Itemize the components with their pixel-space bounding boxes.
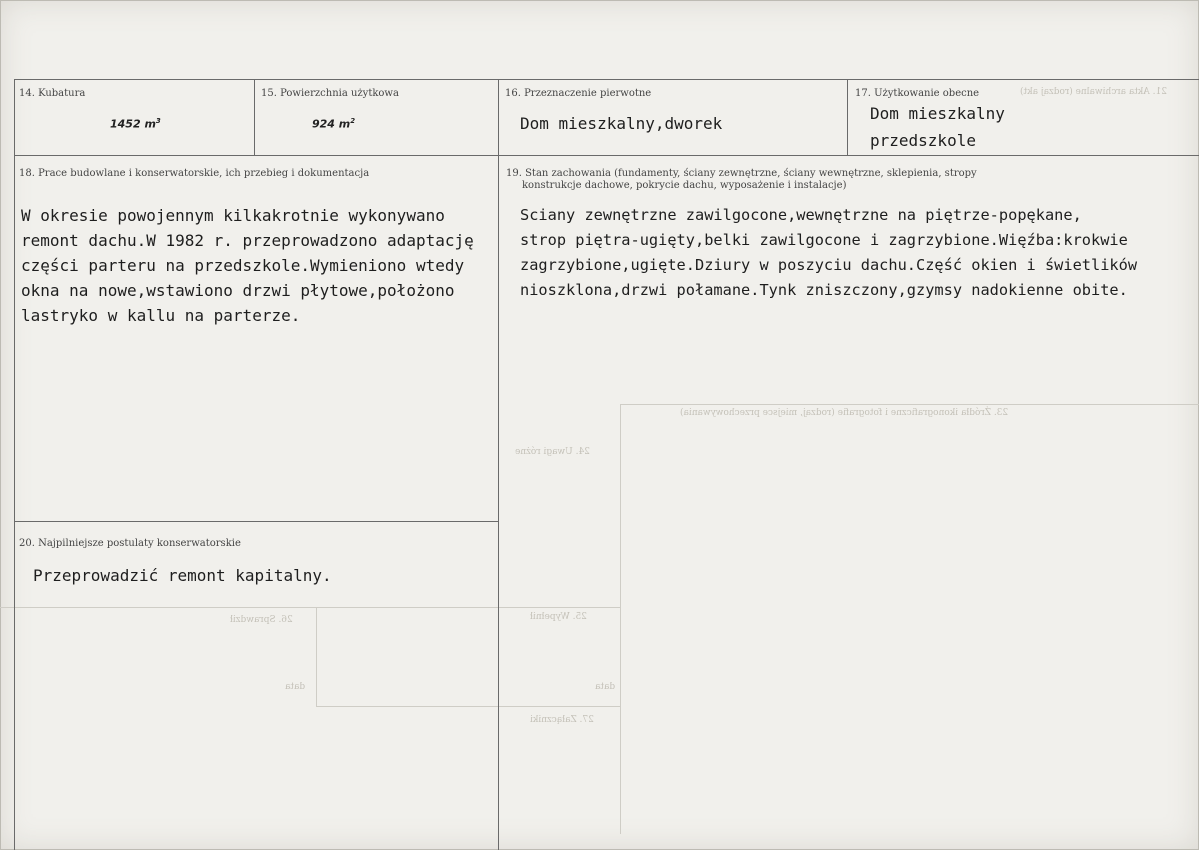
field-14-value: 1452 $m^3$	[110, 117, 161, 131]
field-20-value: Przeprowadzić remont kapitalny.	[33, 566, 332, 585]
col-divider	[847, 79, 848, 155]
col-divider	[254, 79, 255, 155]
field-18-label: 18. Prace budowlane i konserwatorskie, ich przebieg i dokumentacja	[19, 168, 370, 179]
field-19-line: Sciany zewnętrzne zawilgocone,wewnętrzne na piętrze-popękane,	[520, 206, 1082, 224]
showthrough-text: data	[285, 682, 306, 692]
showthrough-text: 25. Wypełnił	[530, 612, 587, 622]
field-19-label-line2: konstrukcje dachowe, pokrycie dachu, wyposażenie i instalacje)	[522, 180, 847, 191]
showthrough-text: 27. Załączniki	[530, 715, 594, 725]
field-16-value: Dom mieszkalny,dworek	[520, 114, 723, 133]
showthrough-text: 26. Sprawdził	[230, 615, 293, 625]
showthrough-text: 24. Uwagi różne	[515, 447, 590, 457]
field-15-label: 15. Powierzchnia użytkowa	[261, 88, 399, 99]
col-divider	[498, 79, 499, 850]
row-divider	[14, 155, 1199, 156]
field-18-line: części parteru na przedszkole.Wymieniono wtedy	[21, 256, 465, 275]
field-18-line: okna na nowe,wstawiono drzwi płytowe,położono	[21, 281, 455, 300]
top-rule	[14, 79, 1199, 80]
showthrough-line	[620, 404, 621, 834]
field-18-line: remont dachu.W 1982 r. przeprowadzono adaptację	[21, 231, 474, 250]
field-19-line: zagrzybione,ugięte.Dziury w poszyciu dachu.Część okien i świetlików	[520, 256, 1138, 274]
field-19-label-line1: 19. Stan zachowania (fundamenty, ściany zewnętrzne, ściany wewnętrzne, sklepienia, stropy	[506, 168, 977, 179]
field-20-label: 20. Najpilniejsze postulaty konserwatorskie	[19, 538, 241, 549]
left-rule	[14, 79, 15, 850]
showthrough-line	[316, 607, 317, 707]
field-19-line: strop piętra-ugięty,belki zawilgocone i zagrzybione.Więźba:krokwie	[520, 231, 1128, 249]
showthrough-text: 21. Akta archiwalne (rodzaj akt)	[1020, 87, 1167, 97]
row-divider-left	[14, 521, 498, 522]
field-19-line: nioszklona,drzwi połamane.Tynk zniszczony,gzymsy nadokienne obite.	[520, 281, 1128, 299]
field-16-label: 16. Przeznaczenie pierwotne	[505, 88, 652, 99]
field-14-label: 14. Kubatura	[19, 88, 86, 99]
field-17-label: 17. Użytkowanie obecne	[855, 88, 980, 99]
field-17-value-line1: Dom mieszkalny	[870, 104, 1005, 123]
showthrough-line	[316, 706, 620, 707]
field-15-value: 924 $m^2$	[312, 117, 356, 131]
showthrough-text: data	[595, 682, 616, 692]
field-18-line: W okresie powojennym kilkakrotnie wykonywano	[21, 206, 445, 225]
showthrough-line	[0, 607, 620, 608]
field-18-line: lastryko w kallu na parterze.	[21, 306, 301, 325]
field-17-value-line2: przedszkole	[870, 131, 976, 150]
showthrough-line	[620, 404, 1199, 405]
showthrough-text: 23. Źródła ikonograficzne i fotografie (rodzaj, miejsce przechowywania)	[680, 408, 1009, 418]
